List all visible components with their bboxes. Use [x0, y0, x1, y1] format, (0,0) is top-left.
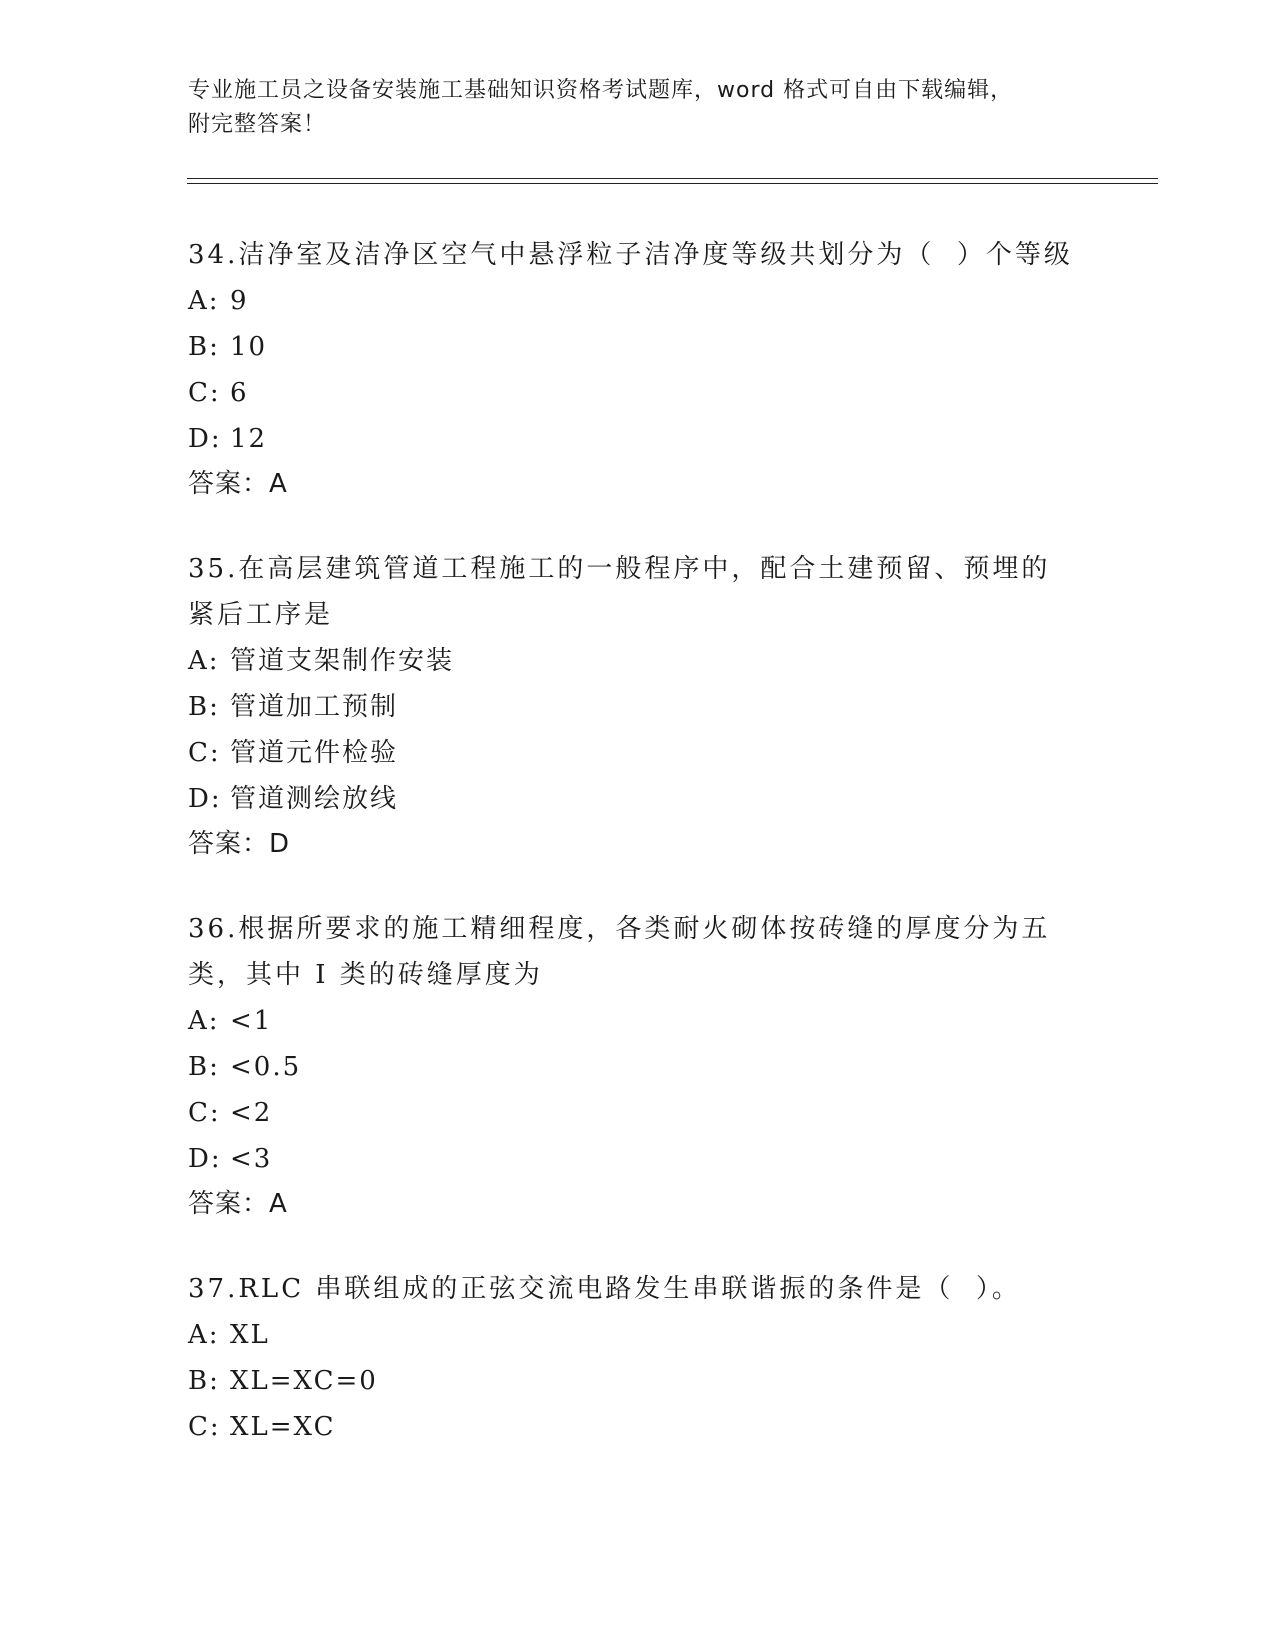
- question-stem: 35.在高层建筑管道工程施工的一般程序中，配合土建预留、预埋的紧后工序是: [188, 554, 1051, 630]
- option-text: 管道测绘放线: [230, 784, 399, 814]
- option-c: [188, 1404, 1088, 1450]
- option-letter: D:: [188, 1144, 222, 1174]
- question-stem: 37.RLC 串联组成的正弦交流电路发生串联谐振的条件是（ ）。: [188, 1274, 1021, 1304]
- option-d: [188, 776, 1088, 822]
- option-text: <2: [230, 1098, 273, 1128]
- option-letter: B:: [188, 1052, 220, 1082]
- option-text: 12: [230, 424, 268, 454]
- option-letter: A:: [188, 1006, 220, 1036]
- option-letter: C:: [188, 1412, 221, 1442]
- option-letter: C:: [188, 1098, 221, 1128]
- document-header: [188, 74, 1068, 142]
- option-text: <0.5: [230, 1052, 302, 1082]
- option-text: <3: [230, 1144, 273, 1174]
- option-b: [188, 684, 1088, 730]
- answer: 答案：D: [188, 829, 291, 859]
- option-letter: C:: [188, 378, 221, 408]
- option-d: [188, 1136, 1088, 1182]
- option-c: [188, 730, 1088, 776]
- option-d: [188, 416, 1088, 462]
- question-stem: 36.根据所要求的施工精细程度，各类耐火砌体按砖缝的厚度分为五类，其中 I 类的砖缝厚度为: [188, 914, 1051, 990]
- option-b: [188, 1044, 1088, 1090]
- answer: 答案：A: [188, 469, 288, 499]
- option-letter: B:: [188, 1366, 220, 1396]
- option-letter: B:: [188, 332, 220, 362]
- option-letter: B:: [188, 692, 220, 722]
- option-text: 管道支架制作安装: [230, 646, 455, 676]
- option-text: 9: [230, 286, 249, 316]
- option-b: [188, 1358, 1088, 1404]
- header-line-2: 附完整答案！: [188, 112, 327, 137]
- option-b: [188, 324, 1088, 370]
- option-text: XL=XC: [230, 1412, 336, 1442]
- question-stem: 34.洁净室及洁净区空气中悬浮粒子洁净度等级共划分为（ ）个等级: [188, 240, 1073, 270]
- question-list: [188, 232, 1088, 1490]
- option-text: 管道元件检验: [230, 738, 399, 768]
- option-letter: A:: [188, 1320, 220, 1350]
- option-a: [188, 998, 1088, 1044]
- option-letter: D:: [188, 784, 222, 814]
- header-divider-bottom: [187, 183, 1158, 184]
- option-text: 管道加工预制: [230, 692, 399, 722]
- option-text: XL: [230, 1320, 270, 1350]
- option-text: 6: [230, 378, 249, 408]
- question-35: [188, 546, 1088, 866]
- answer: 答案：A: [188, 1189, 288, 1219]
- option-text: 10: [230, 332, 268, 362]
- header-line-1: 专业施工员之设备安装施工基础知识资格考试题库，word 格式可自由下载编辑，: [188, 78, 1014, 103]
- option-letter: D:: [188, 424, 222, 454]
- option-a: [188, 638, 1088, 684]
- question-36: [188, 906, 1088, 1226]
- option-c: [188, 1090, 1088, 1136]
- option-text: <1: [230, 1006, 273, 1036]
- option-letter: C:: [188, 738, 221, 768]
- question-34: [188, 232, 1088, 506]
- question-37: [188, 1266, 1088, 1450]
- option-a: [188, 278, 1088, 324]
- option-a: [188, 1312, 1088, 1358]
- header-divider-top: [187, 178, 1158, 179]
- option-c: [188, 370, 1088, 416]
- option-letter: A:: [188, 646, 220, 676]
- option-text: XL=XC=0: [230, 1366, 378, 1396]
- option-letter: A:: [188, 286, 220, 316]
